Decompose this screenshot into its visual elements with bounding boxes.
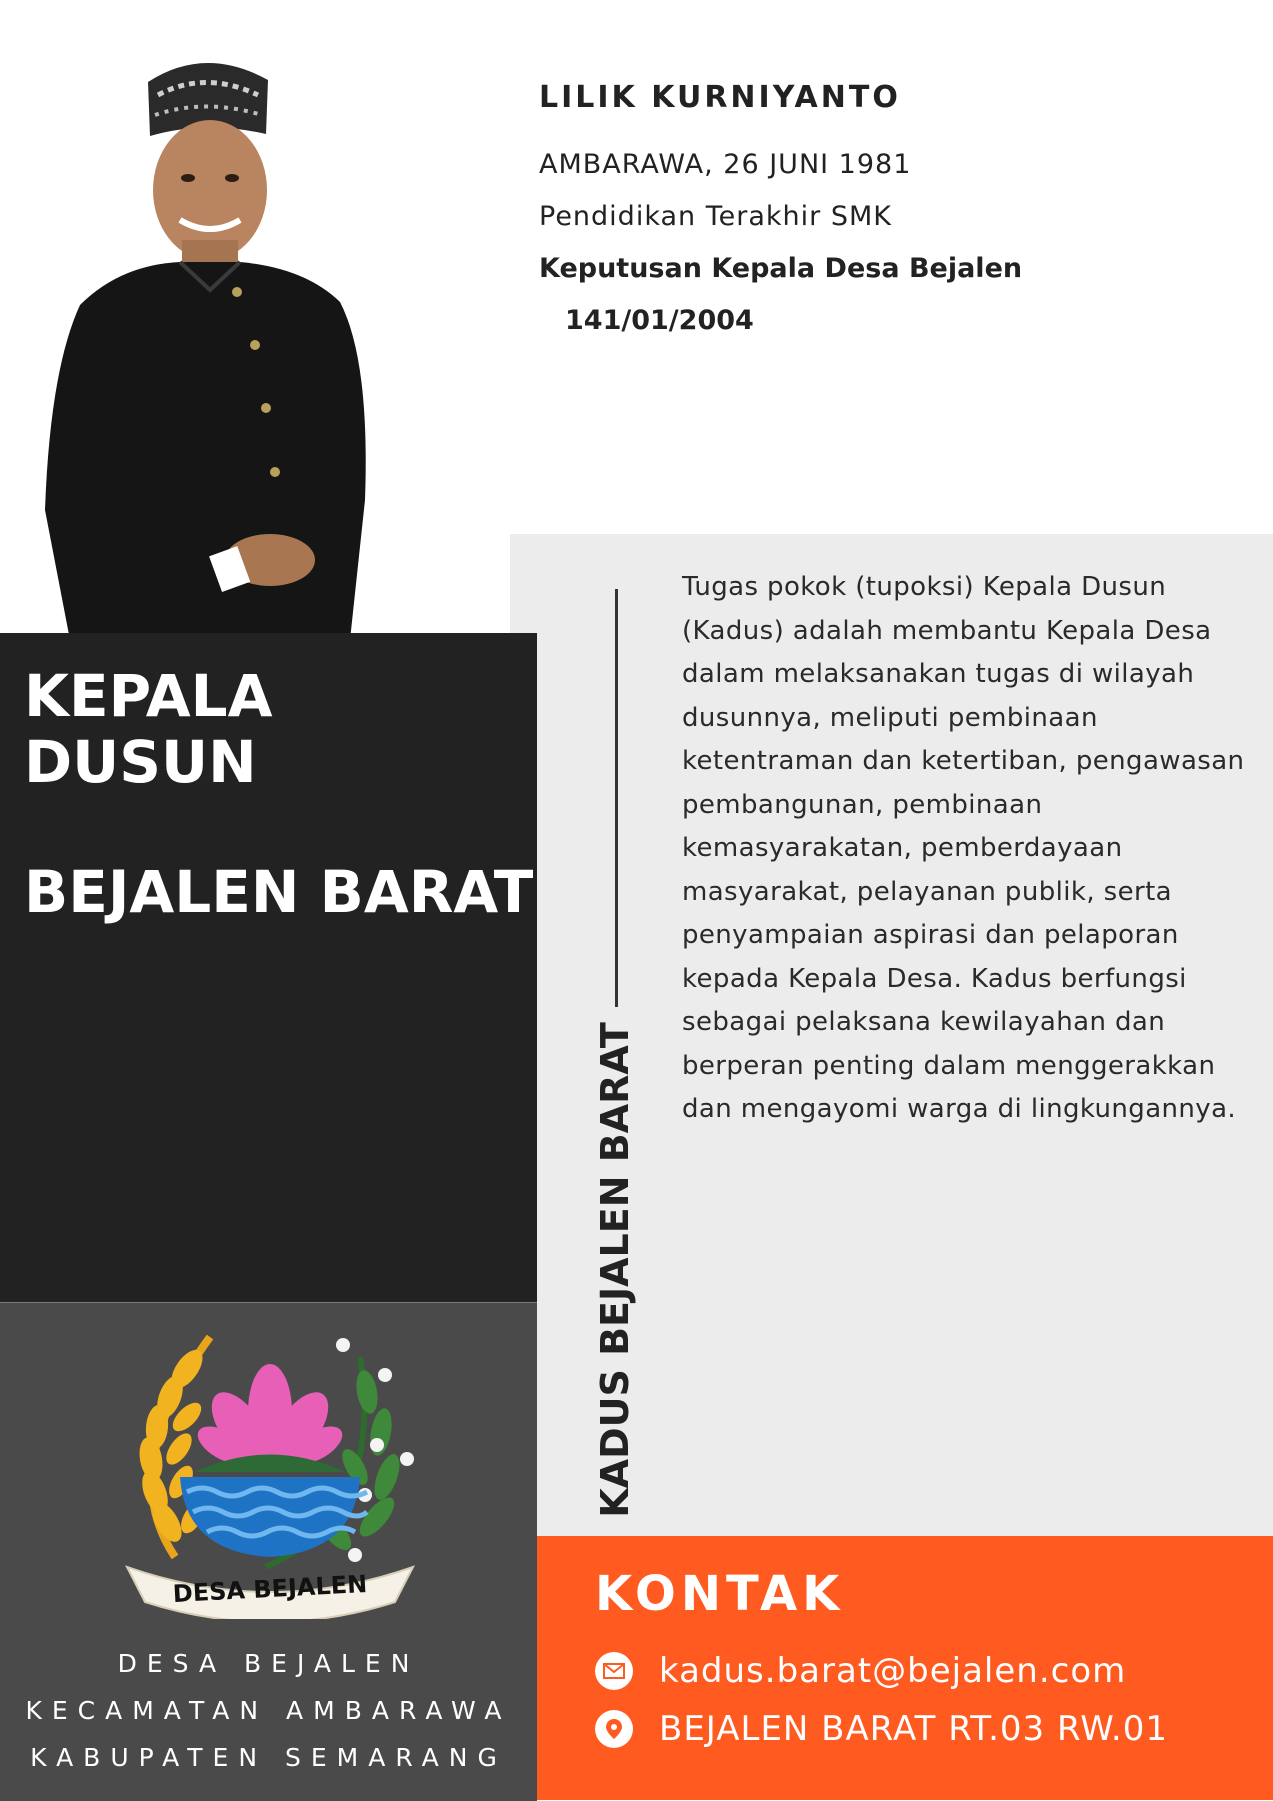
contact-location: BEJALEN BARAT RT.03 RW.01 [659, 1709, 1168, 1749]
contact-email-row[interactable] [595, 1651, 1126, 1691]
position-block [0, 633, 537, 1302]
position-title-line3: BEJALEN BARAT [24, 858, 534, 926]
decree-label: Keputusan Kepala Desa Bejalen [539, 253, 1023, 284]
contact-title: KONTAK [595, 1566, 845, 1622]
location-pin-icon [595, 1710, 633, 1748]
birth-info: AMBARAWA, 26 JUNI 1981 [539, 149, 912, 180]
logo-ribbon-text: DESA BEJALEN [172, 1569, 368, 1609]
contact-section [537, 1536, 1273, 1800]
address-line3: KABUPATEN SEMARANG [30, 1743, 507, 1772]
education-info: Pendidikan Terakhir SMK [539, 201, 892, 232]
duty-description: Tugas pokok (tupoksi) Kepala Dusun (Kadus) adalah membantu Kepala Desa dalam melaksanakan tugas di wilayah dusunnya, meliputi pembinaan ketentraman dan ketertiban, pengawasan pembangunan, pembinaan kemasyarakatan, pemberdayaan masyarakat, pelayanan publik, serta penyampaian aspirasi dan pelaporan kepada Kepala Desa. Kadus berfungsi sebagai pelaksana kewilayahan dan berperan penting dalam menggerakkan dan mengayomi warga di lingkungannya. [682, 572, 1245, 1124]
vertical-label-text: KADUS BEJALEN BARAT [593, 1022, 637, 1518]
person-name: LILIK KURNIYANTO [539, 80, 901, 115]
portrait-photo [30, 40, 400, 640]
address-line2: KECAMATAN AMBARAWA [25, 1696, 512, 1725]
profile-info [539, 80, 1239, 357]
position-title-line1: KEPALA [24, 662, 273, 730]
contact-email[interactable]: kadus.barat@bejalen.com [659, 1651, 1127, 1691]
divider-line [615, 589, 618, 1007]
village-footer [0, 1302, 537, 1801]
mail-icon [595, 1652, 633, 1690]
contact-location-row [595, 1709, 1168, 1749]
address-line1: DESA BEJALEN [117, 1649, 420, 1678]
position-title-line2: DUSUN [24, 728, 257, 796]
decree-number: 141/01/2004 [565, 305, 754, 336]
village-logo [115, 1317, 425, 1619]
